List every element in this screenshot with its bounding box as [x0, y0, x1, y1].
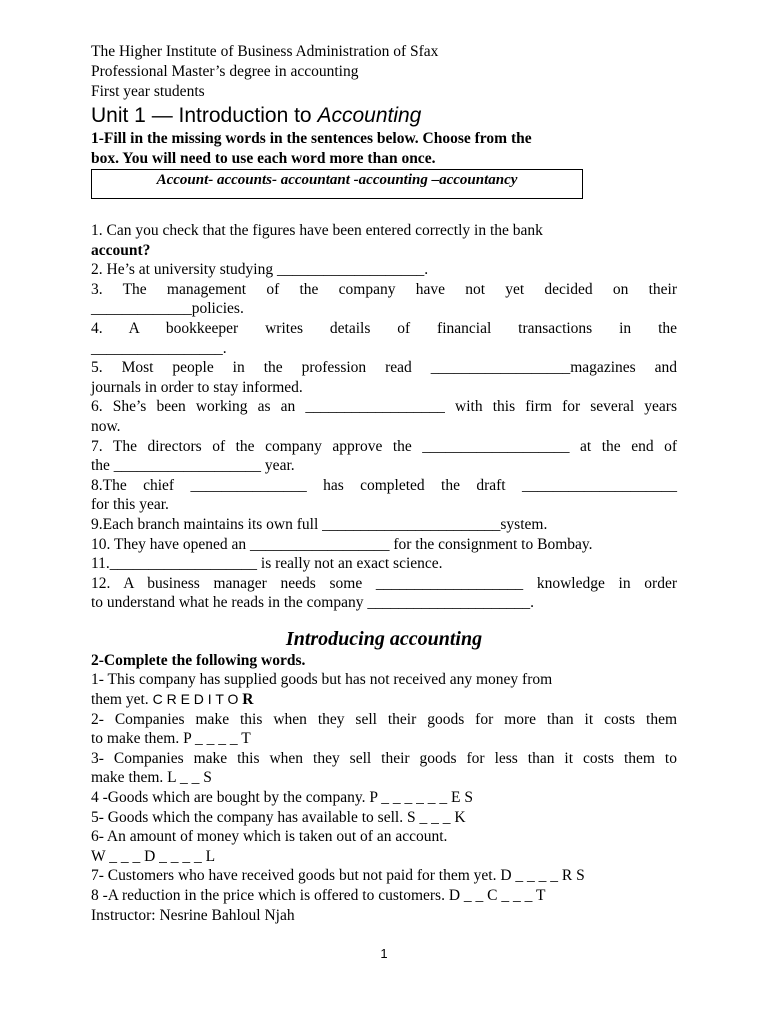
question-6: 6. She’s been working as an __________________ with this firm for several years	[91, 398, 677, 416]
instructor-name: Instructor: Nesrine Bahloul Njah	[91, 906, 295, 924]
word-2-cont: to make them. P _ _ _ _ T	[91, 730, 251, 748]
question-7: 7. The directors of the company approve the ___________________ at the end of	[91, 437, 677, 455]
institute-name: The Higher Institute of Business Administration of Sfax	[91, 43, 439, 60]
question-11: 11.___________________ is really not an exact science.	[91, 555, 443, 573]
question-5-cont: journals in order to stay informed.	[91, 378, 303, 396]
question-12-cont: to understand what he reads in the company _____________________.	[91, 594, 534, 612]
exercise1-questions	[91, 221, 677, 613]
question-9: 9.Each branch maintains its own full _______________________system.	[91, 515, 548, 533]
question-3-cont: _____________policies.	[91, 300, 244, 318]
question-1: 1. Can you check that the figures have been entered correctly in the bank	[91, 222, 543, 239]
word-1-cont	[91, 690, 677, 710]
word-6: 6- An amount of money which is taken out of an account.	[91, 828, 448, 846]
page-number: 1	[380, 946, 388, 961]
question-2: 2. He’s at university studying ___________________.	[91, 261, 429, 279]
exercise1-instruction-line1: 1-Fill in the missing words in the sentences below. Choose from the	[91, 130, 532, 147]
question-5: 5. Most people in the profession read __________________magazines and	[91, 359, 677, 377]
question-10: 10. They have opened an __________________ for the consignment to Bombay.	[91, 535, 593, 553]
degree-name: Professional Master’s degree in accounting	[91, 63, 359, 80]
word-1: 1- This company has supplied goods but has not received any money from	[91, 671, 553, 689]
word-3-cont: make them. L _ _ S	[91, 769, 212, 787]
question-4-cont: _________________.	[91, 339, 227, 357]
word-box: Account- accounts- accountant -accounting –accountancy	[91, 169, 583, 199]
question-8-cont: for this year.	[91, 496, 169, 514]
worksheet-page	[91, 42, 677, 925]
student-year: First year students	[91, 83, 205, 100]
exercise1-instruction	[91, 129, 677, 168]
word-5: 5- Goods which the company has available to sell. S _ _ _ K	[91, 808, 466, 826]
exercise1-instruction-line2: box. You will need to use each word more than once.	[91, 149, 436, 167]
word-7: 7- Customers who have received goods but not paid for them yet. D _ _ _ _ R S	[91, 867, 585, 885]
word-3: 3- Companies make this when they sell their goods for less than it costs them to	[91, 749, 677, 767]
question-8: 8.The chief _______________ has completed the draft ____________________	[91, 476, 677, 494]
unit-title	[91, 103, 677, 129]
question-7-cont: the ___________________ year.	[91, 457, 295, 475]
unit-title-prefix: Unit 1 — Introduction to	[91, 104, 318, 127]
question-12: 12. A business manager needs some ___________________ knowledge in order	[91, 574, 677, 592]
unit-title-emphasis: Accounting	[317, 104, 422, 127]
section2-title: Introducing accounting	[285, 627, 483, 650]
word-1-prefix: them yet.	[91, 691, 153, 709]
word-2: 2- Companies make this when they sell their goods for more than it costs them	[91, 710, 677, 728]
question-6-cont: now.	[91, 417, 121, 435]
word-8: 8 -A reduction in the price which is offered to customers. D _ _ C _ _ _ T	[91, 887, 546, 904]
question-3: 3. The management of the company have not yet decided on their	[91, 280, 677, 298]
word-1-answer-last: R	[242, 691, 254, 709]
word-6-cont: W _ _ _ D _ _ _ _ L	[91, 847, 216, 865]
exercise2	[91, 651, 677, 925]
question-1-answer: account?	[91, 241, 151, 259]
exercise2-instruction: 2-Complete the following words.	[91, 651, 306, 669]
word-4: 4 -Goods which are bought by the company. P _ _ _ _ _ _ E S	[91, 789, 473, 807]
question-4: 4. A bookkeeper writes details of financial transactions in the	[91, 319, 677, 337]
word-1-answer: C R E D I T O	[152, 691, 243, 708]
